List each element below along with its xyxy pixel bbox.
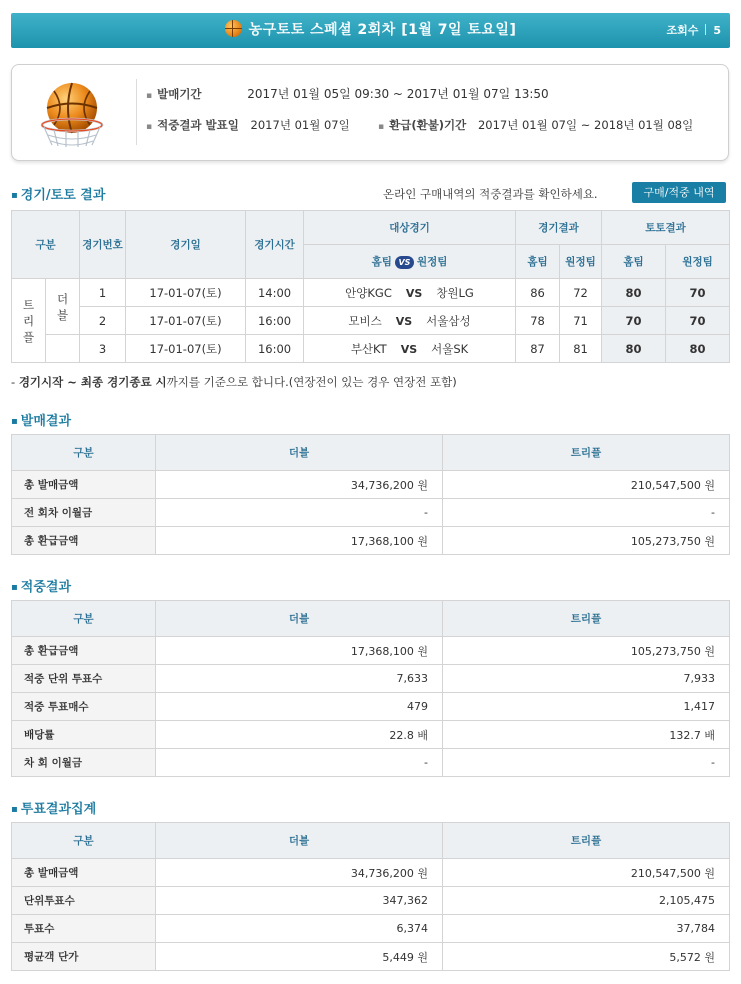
col-header-result-away: 원정팀 (560, 245, 602, 279)
col-header-game-date: 경기일 (126, 211, 246, 279)
refund-period-row (378, 117, 693, 133)
matchup (304, 279, 516, 307)
game-no: 1 (80, 279, 126, 307)
row-label: 차 회 이월금 (12, 749, 156, 777)
basketball-hoop-icon (36, 79, 108, 149)
away-team: 서울삼성 (426, 313, 471, 328)
table-row (12, 665, 730, 693)
vs-text: VS (400, 342, 418, 356)
toto-away: 80 (666, 335, 730, 363)
triple-value: 1,417 (443, 693, 730, 721)
refund-period-value: 2017년 01월 07일 ~ 2018년 01월 08일 (477, 118, 694, 132)
triple-value: 37,784 (443, 915, 730, 943)
row-label: 배당률 (12, 721, 156, 749)
table-row (12, 637, 730, 665)
row-label: 단위투표수 (12, 887, 156, 915)
info-divider (136, 79, 137, 145)
triple-value: 105,273,750 원 (443, 527, 730, 555)
table-row (12, 887, 730, 915)
vs-text: VS (395, 314, 413, 328)
view-count-label: 조회수 (666, 24, 699, 37)
away-score: 71 (560, 307, 602, 335)
col-header-category: 구분 (12, 435, 156, 471)
double-value: 479 (156, 693, 443, 721)
table-row (12, 279, 730, 307)
triple-value: 210,547,500 원 (443, 859, 730, 887)
col-header-toto-home: 홈팀 (602, 245, 666, 279)
row-label: 투표수 (12, 915, 156, 943)
page-title-text: 농구토토 스페셜 2회차 [1월 7일 토요일] (248, 22, 517, 38)
vote-summary-table (11, 822, 730, 971)
sales-result-table (11, 434, 730, 555)
matchup (304, 307, 516, 335)
note-prefix: - (11, 375, 19, 389)
triple-value: 105,273,750 원 (443, 637, 730, 665)
col-header-category: 구분 (12, 211, 80, 279)
row-label: 적중 투표매수 (12, 693, 156, 721)
col-header-double: 더블 (156, 823, 443, 859)
table-row (12, 721, 730, 749)
col-header-double: 더블 (156, 601, 443, 637)
result-date-label: ▪ 적중결과 발표일 (146, 118, 239, 132)
double-value: 22.8 배 (156, 721, 443, 749)
double-value: 34,736,200 원 (156, 471, 443, 499)
col-header-category: 구분 (12, 823, 156, 859)
sales-result-heading (11, 410, 71, 429)
home-team: 안양KGC (345, 285, 392, 300)
result-date-row (146, 117, 350, 133)
game-date: 17-01-07(토) (126, 335, 246, 363)
double-value: 7,633 (156, 665, 443, 693)
col-header-home-vs-away (304, 245, 516, 279)
table-row (12, 499, 730, 527)
home-score: 86 (516, 279, 560, 307)
triple-value: - (443, 749, 730, 777)
triple-label (12, 279, 46, 363)
double-label (46, 279, 80, 335)
vs-text: VS (405, 286, 423, 300)
row-label: 총 환급금액 (12, 637, 156, 665)
col-header-triple: 트리플 (443, 823, 730, 859)
away-score: 81 (560, 335, 602, 363)
double-value: 347,362 (156, 887, 443, 915)
sales-result-heading-text: 발매결과 (20, 414, 72, 429)
row-label: 총 발매금액 (12, 859, 156, 887)
away-team: 창원LG (436, 285, 474, 300)
table-row (12, 943, 730, 971)
table-row (12, 915, 730, 943)
hit-result-heading (11, 576, 71, 595)
table-row (12, 749, 730, 777)
toto-away: 70 (666, 307, 730, 335)
table-row (12, 471, 730, 499)
home-score: 87 (516, 335, 560, 363)
game-time: 16:00 (246, 307, 304, 335)
toto-away: 70 (666, 279, 730, 307)
toto-home: 80 (602, 279, 666, 307)
game-no: 2 (80, 307, 126, 335)
double-label-text: 더 블 (56, 291, 69, 322)
away-score: 72 (560, 279, 602, 307)
basketball-icon (225, 20, 242, 37)
table-row (12, 307, 730, 335)
game-no: 3 (80, 335, 126, 363)
home-team: 부산KT (350, 341, 387, 356)
double-value: 17,368,100 원 (156, 527, 443, 555)
double-empty-cell (46, 335, 80, 363)
col-header-toto-away: 원정팀 (666, 245, 730, 279)
table-row (12, 693, 730, 721)
round-info-box (11, 64, 729, 161)
note-bold: 경기시작 ~ 최종 경기종료 시 (18, 375, 167, 389)
triple-label-text: 트 리 플 (22, 297, 35, 344)
row-label: 총 발매금액 (12, 471, 156, 499)
triple-value: 5,572 원 (443, 943, 730, 971)
triple-value: 2,105,475 (443, 887, 730, 915)
col-header-triple: 트리플 (443, 435, 730, 471)
triple-value: 210,547,500 원 (443, 471, 730, 499)
sale-period-value: 2017년 01월 05일 09:30 ~ 2017년 01월 07일 13:50 (247, 87, 549, 101)
home-team: 모비스 (348, 313, 382, 328)
double-value: 34,736,200 원 (156, 859, 443, 887)
double-value: - (156, 499, 443, 527)
game-result-heading (11, 184, 105, 203)
triple-value: - (443, 499, 730, 527)
row-label: 적중 단위 투표수 (12, 665, 156, 693)
purchase-history-button[interactable]: 구매/적중 내역 (632, 182, 726, 203)
vote-summary-heading (11, 798, 96, 817)
page-title (11, 13, 730, 48)
double-value: 6,374 (156, 915, 443, 943)
sale-period-row (146, 85, 549, 102)
col-header-triple: 트리플 (443, 601, 730, 637)
col-header-game-no: 경기번호 (80, 211, 126, 279)
row-label: 총 환급금액 (12, 527, 156, 555)
title-bar (11, 13, 730, 48)
col-header-result-home: 홈팀 (516, 245, 560, 279)
home-score: 78 (516, 307, 560, 335)
game-result-table (11, 210, 730, 363)
col-header-category: 구분 (12, 601, 156, 637)
col-header-game-result: 경기결과 (516, 211, 602, 245)
triple-value: 7,933 (443, 665, 730, 693)
view-count-divider (705, 24, 706, 35)
game-result-heading-text: 경기/토토 결과 (20, 188, 106, 203)
result-date-value: 2017년 01월 07일 (250, 118, 350, 132)
game-date: 17-01-07(토) (126, 307, 246, 335)
triple-value: 132.7 배 (443, 721, 730, 749)
double-value: 5,449 원 (156, 943, 443, 971)
hit-result-table (11, 600, 730, 777)
col-header-double: 더블 (156, 435, 443, 471)
toto-home: 70 (602, 307, 666, 335)
game-time: 14:00 (246, 279, 304, 307)
matchup (304, 335, 516, 363)
game-time: 16:00 (246, 335, 304, 363)
toto-home: 80 (602, 335, 666, 363)
hit-result-heading-text: 적중결과 (20, 580, 72, 595)
double-value: - (156, 749, 443, 777)
view-count-value: 5 (713, 24, 721, 37)
col-header-away: 원정팀 (416, 256, 448, 268)
col-header-target: 대상경기 (304, 211, 516, 245)
table-row (12, 335, 730, 363)
refund-period-label: ▪ 환급(환불)기간 (378, 118, 466, 132)
view-count (666, 13, 730, 48)
row-label: 평균객 단가 (12, 943, 156, 971)
double-value: 17,368,100 원 (156, 637, 443, 665)
col-header-home: 홈팀 (371, 256, 392, 268)
note-rest: 까지를 기준으로 합니다.(연장전이 있는 경우 연장전 포함) (166, 375, 457, 389)
col-header-game-time: 경기시간 (246, 211, 304, 279)
table-row (12, 527, 730, 555)
col-header-toto-result: 토토결과 (602, 211, 730, 245)
game-date: 17-01-07(토) (126, 279, 246, 307)
game-note (11, 374, 457, 390)
vs-badge-icon: VS (395, 256, 414, 269)
table-row (12, 859, 730, 887)
vote-summary-heading-text: 투표결과집계 (20, 802, 97, 817)
confirm-result-text: 온라인 구매내역의 적중결과를 확인하세요. (383, 187, 598, 201)
row-label: 전 회차 이월금 (12, 499, 156, 527)
away-team: 서울SK (431, 341, 469, 356)
sale-period-label: ▪ 발매기간 (146, 87, 202, 101)
